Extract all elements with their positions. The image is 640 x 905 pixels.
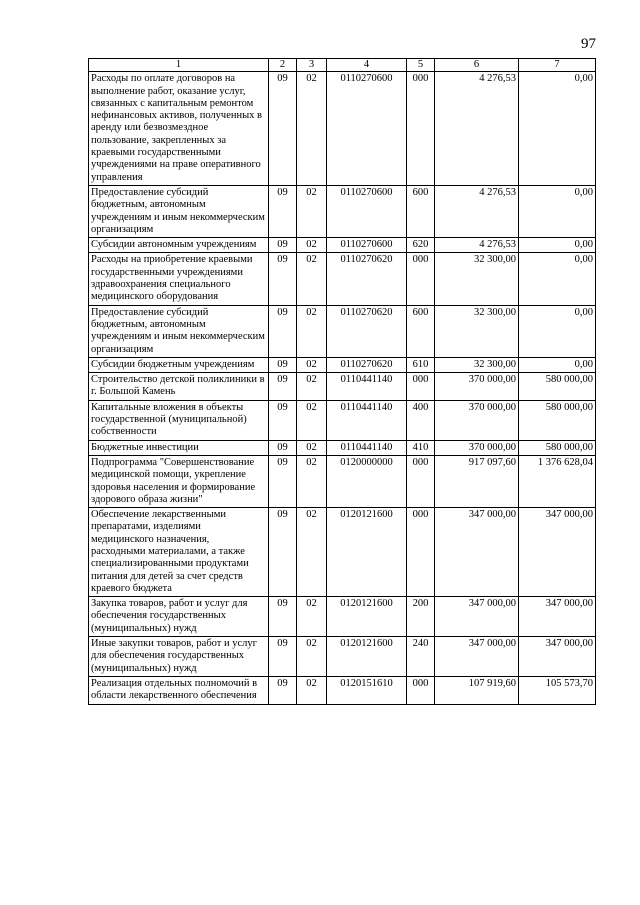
header-col-target-article: 4 [327,59,407,72]
row-expense-type: 610 [407,357,435,372]
header-col-subsection: 3 [297,59,327,72]
row-name: Расходы по оплате договоров на выполнение работ, оказание услуг, связанных с капитальным ремонтом нефинансовых активов, полученных в аренду или безвозмездное пользование, закрепленных за краевыми государственными учреждениями на праве оперативного управления [89,72,269,186]
row-amount-1: 32 300,00 [435,305,519,357]
row-section: 09 [269,400,297,440]
table-row [89,253,596,305]
row-name: Закупка товаров, работ и услуг для обеспечения государственных (муниципальных) нужд [89,597,269,637]
row-name: Субсидии бюджетным учреждениям [89,357,269,372]
row-subsection: 02 [297,357,327,372]
row-section: 09 [269,637,297,677]
row-target-article: 0110441140 [327,440,407,455]
row-name: Субсидии автономным учреждениям [89,238,269,253]
row-subsection: 02 [297,305,327,357]
table-row [89,72,596,186]
row-name: Иные закупки товаров, работ и услуг для обеспечения государственных (муниципальных) нужд [89,637,269,677]
row-section: 09 [269,440,297,455]
row-name: Подпрограмма "Совершенствование медицинской помощи, укрепление здоровья населения и формирование здорового образа жизни" [89,455,269,507]
row-expense-type: 240 [407,637,435,677]
row-section: 09 [269,508,297,597]
header-col-name: 1 [89,59,269,72]
row-amount-2: 0,00 [519,72,596,186]
row-amount-1: 347 000,00 [435,508,519,597]
row-amount-1: 4 276,53 [435,185,519,237]
row-target-article: 0110441140 [327,400,407,440]
row-target-article: 0120121600 [327,508,407,597]
row-name: Реализация отдельных полномочий в области лекарственного обеспечения [89,676,269,704]
row-section: 09 [269,185,297,237]
row-amount-2: 0,00 [519,185,596,237]
row-name: Предоставление субсидий бюджетным, автономным учреждениям и иным некоммерческим организациям [89,185,269,237]
row-subsection: 02 [297,238,327,253]
row-name: Строительство детской поликлиники в г. Большой Камень [89,373,269,401]
row-subsection: 02 [297,508,327,597]
row-name: Бюджетные инвестиции [89,440,269,455]
row-amount-2: 347 000,00 [519,508,596,597]
row-amount-2: 1 376 628,04 [519,455,596,507]
row-subsection: 02 [297,455,327,507]
budget-table [88,58,596,705]
row-expense-type: 000 [407,253,435,305]
row-target-article: 0110270600 [327,185,407,237]
row-name: Расходы на приобретение краевыми государственными учреждениями здравоохранения специального медицинского оборудования [89,253,269,305]
row-section: 09 [269,72,297,186]
row-target-article: 0110270620 [327,305,407,357]
row-expense-type: 000 [407,508,435,597]
row-amount-2: 347 000,00 [519,637,596,677]
header-col-amount-2: 7 [519,59,596,72]
row-amount-1: 347 000,00 [435,597,519,637]
row-subsection: 02 [297,185,327,237]
table-row [89,400,596,440]
row-target-article: 0120151610 [327,676,407,704]
row-amount-1: 917 097,60 [435,455,519,507]
row-section: 09 [269,676,297,704]
row-amount-2: 0,00 [519,357,596,372]
row-expense-type: 620 [407,238,435,253]
row-subsection: 02 [297,72,327,186]
row-amount-1: 347 000,00 [435,637,519,677]
table-row [89,597,596,637]
row-target-article: 0120121600 [327,637,407,677]
row-expense-type: 000 [407,676,435,704]
row-section: 09 [269,373,297,401]
row-section: 09 [269,357,297,372]
row-subsection: 02 [297,637,327,677]
row-amount-1: 32 300,00 [435,357,519,372]
row-amount-1: 4 276,53 [435,72,519,186]
row-target-article: 0110270600 [327,238,407,253]
row-expense-type: 000 [407,455,435,507]
row-target-article: 0110270600 [327,72,407,186]
row-expense-type: 200 [407,597,435,637]
row-amount-2: 0,00 [519,253,596,305]
row-name: Капитальные вложения в объекты государственной (муниципальной) собственности [89,400,269,440]
row-section: 09 [269,455,297,507]
table-row [89,440,596,455]
table-row [89,357,596,372]
row-amount-1: 370 000,00 [435,373,519,401]
table-row [89,373,596,401]
row-target-article: 0110441140 [327,373,407,401]
row-expense-type: 000 [407,72,435,186]
row-expense-type: 400 [407,400,435,440]
table-row [89,238,596,253]
row-amount-2: 580 000,00 [519,440,596,455]
table-row [89,305,596,357]
row-amount-1: 370 000,00 [435,400,519,440]
row-target-article: 0120121600 [327,597,407,637]
row-amount-2: 0,00 [519,305,596,357]
row-subsection: 02 [297,440,327,455]
row-amount-2: 105 573,70 [519,676,596,704]
table-row [89,508,596,597]
row-amount-1: 4 276,53 [435,238,519,253]
row-section: 09 [269,253,297,305]
row-name: Обеспечение лекарственными препаратами, изделиями медицинского назначения, расходными материалами, а также специализированными продуктами питания для детей за счет средств краевого бюджета [89,508,269,597]
row-amount-2: 580 000,00 [519,400,596,440]
row-amount-2: 347 000,00 [519,597,596,637]
row-section: 09 [269,238,297,253]
row-section: 09 [269,597,297,637]
row-amount-1: 32 300,00 [435,253,519,305]
header-col-amount-1: 6 [435,59,519,72]
row-target-article: 0110270620 [327,253,407,305]
row-name: Предоставление субсидий бюджетным, автономным учреждениям и иным некоммерческим организациям [89,305,269,357]
header-col-section: 2 [269,59,297,72]
row-expense-type: 600 [407,305,435,357]
row-amount-1: 107 919,60 [435,676,519,704]
row-subsection: 02 [297,400,327,440]
row-subsection: 02 [297,373,327,401]
page-number: 97 [581,36,596,52]
row-target-article: 0110270620 [327,357,407,372]
row-target-article: 0120000000 [327,455,407,507]
row-section: 09 [269,305,297,357]
row-subsection: 02 [297,676,327,704]
row-expense-type: 410 [407,440,435,455]
row-subsection: 02 [297,253,327,305]
row-expense-type: 000 [407,373,435,401]
row-expense-type: 600 [407,185,435,237]
header-row [89,59,596,72]
table-row [89,185,596,237]
row-amount-2: 0,00 [519,238,596,253]
table-row [89,637,596,677]
header-col-expense-type: 5 [407,59,435,72]
row-subsection: 02 [297,597,327,637]
table-row [89,676,596,704]
table-row [89,455,596,507]
row-amount-2: 580 000,00 [519,373,596,401]
row-amount-1: 370 000,00 [435,440,519,455]
